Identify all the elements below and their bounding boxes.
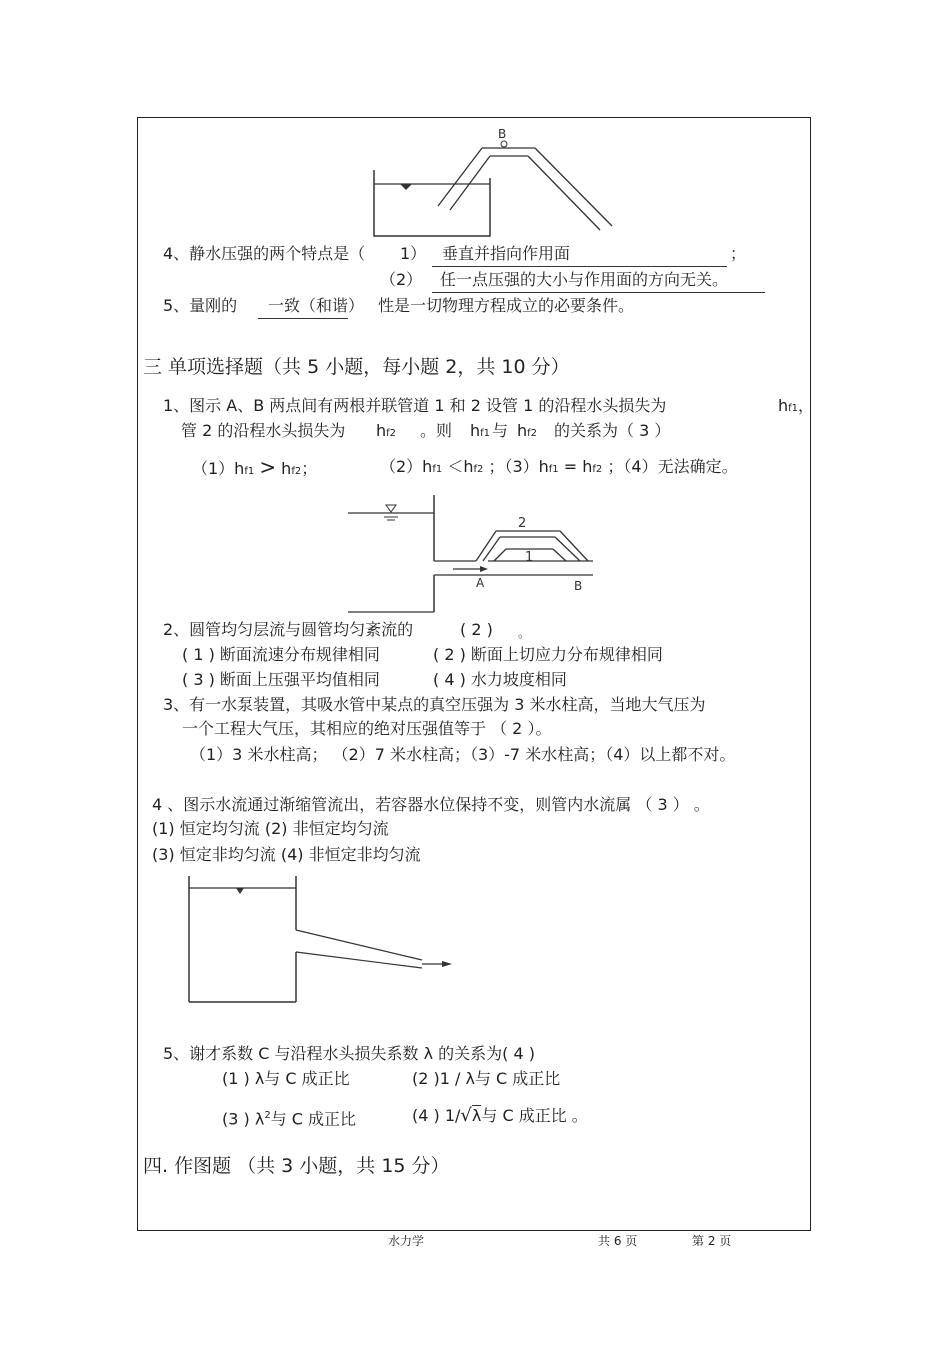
parallel-pipes-figure: [348, 495, 608, 615]
q4-answer-2: 任一点压强的大小与作用面的方向无关。: [440, 270, 729, 289]
s3-q4-options-3-4: (3) 恒定非均匀流 (4) 非恒定非均匀流: [152, 845, 421, 864]
s3-q5-option-3: (3 ) $\lambda^2$与 C 成正比: [222, 1109, 357, 1129]
tank-siphon-figure: [360, 120, 630, 240]
converging-pipe-figure: [186, 872, 456, 1007]
pipe-2-label: 2: [518, 516, 527, 531]
footer-subject: 水力学: [388, 1234, 425, 1248]
s3-q1-line2a: 管 2 的沿程水头损失为: [181, 421, 346, 440]
q4-mark-2: （2）: [380, 270, 423, 289]
s3-q1-option-1: （1）hf1 > hf2；: [192, 455, 318, 479]
q5-answer: 一致（和谐）: [268, 296, 365, 315]
s3-q4-options-1-2: (1) 恒定均匀流 (2) 非恒定均匀流: [152, 819, 389, 838]
s3-q2-option-1: ( 1 ) 断面流速分布规律相同: [182, 645, 380, 664]
point-b-label: B: [498, 127, 507, 141]
s3-q1-line2c: 的关系为（ 3 ）: [554, 421, 671, 440]
s3-q1-hf2: hf2: [376, 421, 397, 440]
answer-underline: [258, 318, 348, 319]
s3-q1-hf2b: hf2: [517, 421, 538, 440]
q4-answer-1: 垂直并指向作用面: [442, 244, 571, 263]
s3-q1-line2b: 。则: [420, 421, 453, 440]
s3-q5-option-4: (4 ) 1/√λ与 C 成正比 。: [412, 1105, 588, 1126]
q5-post: 性是一切物理方程成立的必要条件。: [378, 296, 635, 315]
s3-q1-hf1b: hf1: [470, 421, 491, 440]
q4-stem: 4、静水压强的两个特点是（: [163, 244, 366, 263]
point-b-label: B: [574, 579, 583, 593]
q5-pre: 5、量刚的: [163, 296, 238, 315]
pipe-1-label: 1: [525, 550, 534, 565]
s3-q1-yu: 与: [492, 421, 509, 440]
point-a-label: A: [476, 576, 485, 590]
s3-q3-line2: 一个工程大气压，其相应的绝对压强值等于 （ 2 ）。: [182, 719, 552, 738]
s3-q2-stem: 2、圆管均匀层流与圆管均匀紊流的: [163, 620, 414, 639]
s3-q1-options-2-4: （2）hf1 ＜hf2 ；（3）hf1 = hf2 ；（4）无法确定。: [380, 457, 738, 476]
s3-q2-option-4: ( 4 ) 水力坡度相同: [433, 670, 567, 689]
s3-q5-stem: 5、谢才系数 C 与沿程水头损失系数 λ 的关系为( 4 ): [163, 1044, 536, 1063]
section4-heading: 四. 作图题 （共 3 小题，共 15 分）: [143, 1155, 450, 1177]
answer-underline: [432, 266, 727, 267]
s3-q5-option-1: (1 ) λ与 C 成正比: [222, 1069, 350, 1088]
footer-page-number: 第 2 页: [692, 1234, 732, 1248]
s3-q3-options: （1）3 米水柱高； （2）7 米水柱高；（3）-7 米水柱高；（4）以上都不对。: [190, 745, 736, 764]
q4-mark-1: 1）: [400, 244, 427, 263]
s3-q3-line1: 3、有一水泵装置，其吸水管中某点的真空压强为 3 米水柱高，当地大气压为: [163, 695, 706, 714]
s3-q2-dot: 。: [518, 626, 531, 640]
s3-q2-option-3: ( 3 ) 断面上压强平均值相同: [182, 670, 380, 689]
footer-total-pages: 共 6 页: [598, 1234, 638, 1248]
s3-q2-answer: ( 2 ): [460, 620, 493, 639]
section3-heading: 三 单项选择题（共 5 小题，每小题 2，共 10 分）: [143, 356, 570, 378]
answer-underline: [432, 292, 765, 293]
s3-q1-line1: 1、图示 A、B 两点间有两根并联管道 1 和 2 设管 1 的沿程水头损失为: [163, 396, 667, 415]
s3-q2-option-2: ( 2 ) 断面上切应力分布规律相同: [433, 645, 663, 664]
s3-q1-hf1: hf1，: [778, 396, 815, 415]
s3-q5-option-2: (2 )1 / λ与 C 成正比: [412, 1069, 561, 1088]
s3-q4-stem: 4 、图示水流通过渐缩管流出，若容器水位保持不变，则管内水流属 （ 3 ） 。: [152, 795, 710, 814]
q4-semicolon: ；: [730, 244, 747, 263]
